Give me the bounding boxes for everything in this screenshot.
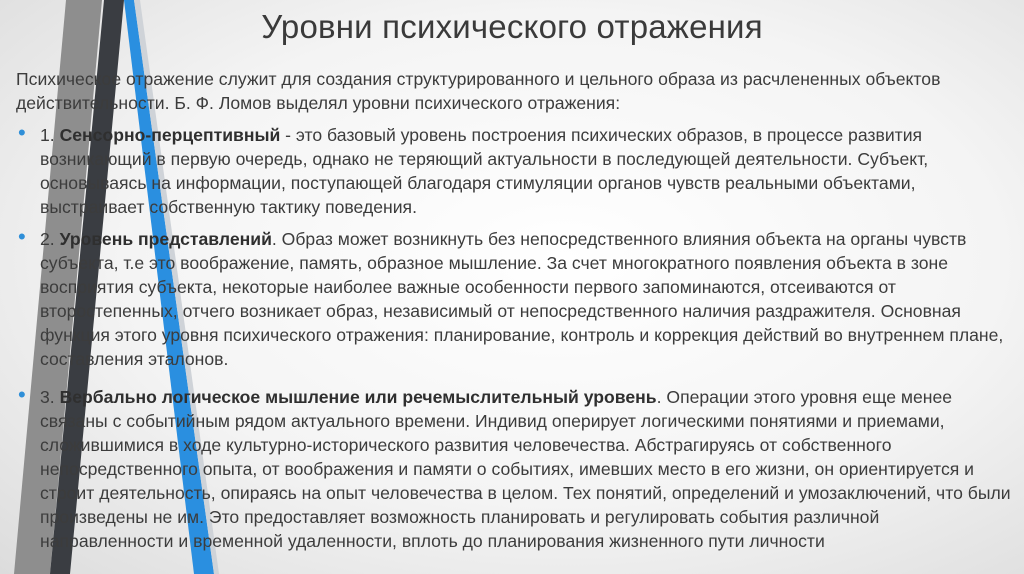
item-heading: Вербально логическое мышление или речемыслительный уровень [59, 387, 657, 407]
slide-title: Уровни психического отражения [261, 8, 763, 45]
item-number: 1. [40, 125, 60, 145]
item-text: . Образ может возникнуть без непосредственного влияния объекта на органы чувств субъекта, т.е это воображение, память, образное мышление. За счет многократного появления объекта в зоне восприятия субъекта, некоторые наиболее важные особенности первого запоминаются, отсеиваются от второстепенных, отчего возникает образ, независимый от непосредственного наличия раздражителя. Основная функция этого уровня психического отражения: планирование, контроль и коррекция действий во внутреннем плане, составления эталонов. [40, 229, 1004, 369]
list-item-representations [16, 224, 1016, 371]
list-item-sensory-perceptual [16, 120, 1016, 219]
item-number: 3. [40, 387, 60, 407]
list-item-verbal-logical [16, 382, 1016, 553]
item-text: - это базовый уровень построения психических образов, в процессе развития возникающий в первую очередь, однако не теряющий актуальности в последующей деятельности. Субъект, основываясь на информации, поступающей благодаря стимуляции органов чувств реальными объектами, выстраивает собственную тактику поведения. [40, 125, 929, 217]
item-number: 2. [40, 229, 60, 249]
intro-paragraph: Психическое отражение служит для создания структурированного и цельного образа из расчлененных объектов действительности. Б. Ф. Ломов выделял уровни психического отражения: [16, 69, 941, 113]
item-heading: Уровень представлений [59, 229, 272, 249]
bullet-icon: • [18, 224, 26, 249]
slide-body [16, 67, 1016, 561]
bullet-icon: • [18, 382, 26, 407]
item-text: . Операции этого уровня еще менее связаны с событийным рядом актуального времени. Индивид оперирует логическими понятиями и приемами, сложившимися в ходе культурно-исторического развития человечества. Абстрагируясь от собственного непосредственного опыта, от воображения и памяти о событиях, имевших место в его жизни, он ориентируется и строит деятельность, опираясь на опыт человечества в целом. Тех понятий, определений и умозаключений, что были произведены не им. Это предоставляет возможность планировать и регулировать события различной направленности и временной удаленности, вплоть до планирования жизненного пути личности [40, 387, 1011, 551]
bullet-icon: • [18, 120, 26, 145]
item-heading: Сенсорно-перцептивный [59, 125, 281, 145]
